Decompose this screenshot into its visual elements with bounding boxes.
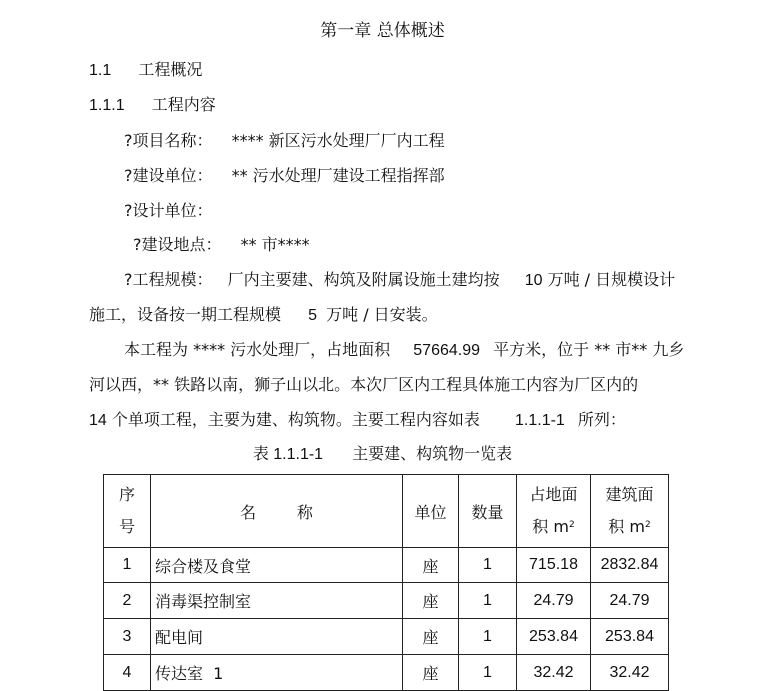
cell-name: 综合楼及食堂 <box>151 548 403 583</box>
header-text: 积 m <box>532 517 569 536</box>
cell-qty: 1 <box>459 548 517 583</box>
cell-build-area: 2832.84 <box>591 548 669 583</box>
cell-seq: 3 <box>104 619 151 655</box>
scale-number: 10 <box>524 272 543 289</box>
header-unit: 单位 <box>403 475 459 548</box>
scale-line-1 <box>124 270 675 291</box>
cell-unit: 座 <box>403 583 459 619</box>
header-text: 占地面 <box>529 485 578 504</box>
cell-seq: 2 <box>104 583 151 619</box>
buildings-table <box>103 474 669 691</box>
table-row <box>104 548 669 583</box>
item-location <box>133 235 310 255</box>
cell-seq: 1 <box>104 548 151 583</box>
header-qty: 数量 <box>459 475 517 548</box>
section-title: 工程概况 <box>138 60 203 79</box>
header-name: 名 称 <box>151 475 403 548</box>
table-row <box>104 655 669 691</box>
header-text: 建筑面 <box>605 485 654 504</box>
header-land-area <box>517 475 591 548</box>
cell-land-area: 32.42 <box>517 655 591 691</box>
count-value: 14 <box>89 412 107 429</box>
scale-line-2 <box>89 305 438 326</box>
paragraph-text: 所列： <box>577 410 626 429</box>
superscript: 2 <box>568 520 575 530</box>
cell-land-area: 715.18 <box>517 548 591 583</box>
cell-unit: 座 <box>403 655 459 691</box>
cell-build-area: 24.79 <box>591 583 669 619</box>
item-builder <box>124 166 445 186</box>
chapter-title: 第一章 总体概述 <box>320 21 445 41</box>
cell-name: 传达室 1 <box>151 655 403 691</box>
header-build-area <box>591 475 669 548</box>
paragraph-text: 个单项工程，主要为建、构筑物。主要工程内容如表 <box>111 410 480 429</box>
table-row <box>104 619 669 655</box>
item-label: ?设计单位： <box>124 201 213 220</box>
header-text <box>517 511 590 543</box>
header-text: 序 <box>118 485 135 504</box>
scale-text: 厂内主要建、构筑及附属设施土建均按 <box>227 270 500 289</box>
cell-seq: 4 <box>104 655 151 691</box>
paragraph-line-3 <box>89 410 626 431</box>
item-label: ?建设地点： <box>133 235 222 254</box>
subsection-number: 1.1.1 <box>89 97 125 114</box>
area-value: 57664.99 <box>413 342 481 359</box>
item-project-name <box>124 131 445 151</box>
item-label: ?项目名称： <box>124 131 213 150</box>
item-value: **** 新区污水处理厂厂内工程 <box>231 131 445 150</box>
paragraph-line-1 <box>124 340 684 361</box>
cell-land-area: 253.84 <box>517 619 591 655</box>
cell-unit: 座 <box>403 548 459 583</box>
header-seq <box>104 475 151 548</box>
scale-number: 5 <box>308 307 318 324</box>
cell-land-area: 24.79 <box>517 583 591 619</box>
table-caption-number: 表 1.1.1-1 <box>252 446 324 463</box>
header-text: 号 <box>118 517 135 536</box>
table-reference: 1.1.1-1 <box>515 412 565 429</box>
superscript: 2 <box>644 520 651 530</box>
scale-unit: 万吨 / 日规模设计 <box>547 270 676 289</box>
scale-text: 施工，设备按一期工程规模 <box>89 305 282 324</box>
subsection-heading <box>89 95 216 116</box>
paragraph-text: 平方米，位于 ** 市** 九乡 <box>493 340 685 359</box>
cell-qty: 1 <box>459 583 517 619</box>
paragraph-line-2: 河以西，** 铁路以南，狮子山以北。本次厂区内工程具体施工内容为厂区内的 <box>89 375 639 394</box>
table-row <box>104 583 669 619</box>
cell-qty: 1 <box>459 655 517 691</box>
item-label: ?建设单位： <box>124 166 213 185</box>
item-value: ** 市**** <box>240 235 310 254</box>
header-text: 积 m <box>608 517 645 536</box>
cell-unit: 座 <box>403 619 459 655</box>
scale-unit: 万吨 / 日安装。 <box>326 305 438 324</box>
item-designer <box>124 201 227 221</box>
table-caption <box>0 444 765 465</box>
table-header-row <box>104 475 669 548</box>
item-label: ?工程规模： <box>124 270 213 289</box>
section-number: 1.1 <box>89 62 112 79</box>
item-value: ** 污水处理厂建设工程指挥部 <box>231 166 445 185</box>
paragraph-text: 本工程为 **** 污水处理厂，占地面积 <box>124 340 391 359</box>
table-caption-title: 主要建、构筑物一览表 <box>352 444 513 463</box>
cell-build-area: 253.84 <box>591 619 669 655</box>
cell-name: 消毒渠控制室 <box>151 583 403 619</box>
header-text <box>591 511 668 543</box>
section-heading <box>89 60 202 81</box>
subsection-title: 工程内容 <box>151 95 216 114</box>
cell-name: 配电间 <box>151 619 403 655</box>
cell-qty: 1 <box>459 619 517 655</box>
cell-build-area: 32.42 <box>591 655 669 691</box>
